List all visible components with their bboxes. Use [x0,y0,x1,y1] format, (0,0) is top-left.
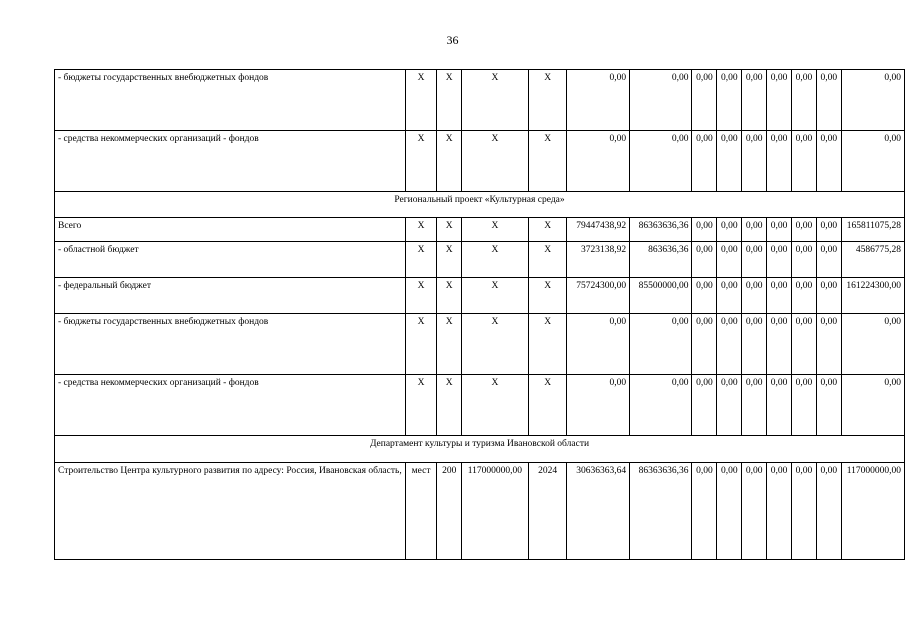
amount-cell-small: 0,00 [767,463,792,560]
table-row [55,218,905,242]
amount-cell-2: 0,00 [630,375,692,436]
amount-cell-2: 0,00 [630,70,692,131]
year-cell: 2024 [528,463,567,560]
row-label: - областной бюджет [55,242,406,278]
unit-cell: X [405,218,437,242]
table-row [55,375,905,436]
amount-cell-small: 0,00 [742,70,767,131]
amount-cell-small: 0,00 [767,278,792,314]
section-row [55,436,905,463]
amount-cell-small: 0,00 [692,131,717,192]
amount-cell-small: 0,00 [742,278,767,314]
table-row [55,242,905,278]
section-row [55,192,905,218]
cost-cell: X [462,242,529,278]
total-cell: 161224300,00 [841,278,904,314]
amount-cell-small: 0,00 [816,278,841,314]
amount-cell-small: 0,00 [692,463,717,560]
quantity-cell: X [437,314,462,375]
table-row [55,70,905,131]
amount-cell-small: 0,00 [717,242,742,278]
row-label: - средства некоммерческих организаций - фондов [55,131,406,192]
amount-cell-small: 0,00 [792,131,817,192]
unit-cell: X [405,314,437,375]
total-cell: 0,00 [841,375,904,436]
unit-cell: X [405,278,437,314]
table-row [55,278,905,314]
amount-cell-small: 0,00 [816,314,841,375]
amount-cell-small: 0,00 [717,131,742,192]
total-cell: 0,00 [841,314,904,375]
total-cell: 4586775,28 [841,242,904,278]
cost-cell: X [462,278,529,314]
amount-cell-2: 863636,36 [630,242,692,278]
quantity-cell: X [437,242,462,278]
amount-cell-small: 0,00 [767,375,792,436]
amount-cell-small: 0,00 [816,242,841,278]
amount-cell-2: 0,00 [630,131,692,192]
amount-cell-small: 0,00 [792,463,817,560]
row-label: - федеральный бюджет [55,278,406,314]
quantity-cell: X [437,218,462,242]
amount-cell-1: 79447438,92 [567,218,630,242]
amount-cell-small: 0,00 [792,242,817,278]
total-cell: 0,00 [841,70,904,131]
year-cell: X [528,218,567,242]
amount-cell-2: 86363636,36 [630,218,692,242]
amount-cell-1: 0,00 [567,131,630,192]
table-row [55,131,905,192]
amount-cell-small: 0,00 [717,278,742,314]
amount-cell-1: 0,00 [567,70,630,131]
amount-cell-small: 0,00 [717,375,742,436]
unit-cell: X [405,70,437,131]
amount-cell-small: 0,00 [816,218,841,242]
amount-cell-small: 0,00 [792,218,817,242]
amount-cell-small: 0,00 [767,314,792,375]
total-cell: 165811075,28 [841,218,904,242]
year-cell: X [528,375,567,436]
amount-cell-small: 0,00 [767,131,792,192]
year-cell: X [528,131,567,192]
section-title: Региональный проект «Культурная среда» [55,192,905,218]
page-number: 36 [446,33,459,47]
amount-cell-2: 0,00 [630,314,692,375]
amount-cell-small: 0,00 [742,218,767,242]
amount-cell-1: 75724300,00 [567,278,630,314]
amount-cell-small: 0,00 [742,463,767,560]
unit-cell: X [405,375,437,436]
amount-cell-1: 3723138,92 [567,242,630,278]
unit-cell: мест [405,463,437,560]
amount-cell-small: 0,00 [816,131,841,192]
amount-cell-small: 0,00 [717,70,742,131]
amount-cell-small: 0,00 [792,314,817,375]
section-title: Департамент культуры и туризма Ивановской области [55,436,905,463]
year-cell: X [528,278,567,314]
row-label: - бюджеты государственных внебюджетных фондов [55,314,406,375]
amount-cell-2: 85500000,00 [630,278,692,314]
amount-cell-1: 0,00 [567,314,630,375]
cost-cell: X [462,375,529,436]
year-cell: X [528,242,567,278]
quantity-cell: X [437,278,462,314]
cost-cell: X [462,218,529,242]
total-cell: 117000000,00 [841,463,904,560]
amount-cell-small: 0,00 [742,375,767,436]
quantity-cell: X [437,375,462,436]
quantity-cell: 200 [437,463,462,560]
amount-cell-small: 0,00 [692,375,717,436]
year-cell: X [528,70,567,131]
amount-cell-small: 0,00 [742,314,767,375]
total-cell: 0,00 [841,131,904,192]
unit-cell: X [405,131,437,192]
amount-cell-small: 0,00 [792,278,817,314]
row-label: - бюджеты государственных внебюджетных фондов [55,70,406,131]
amount-cell-small: 0,00 [692,314,717,375]
unit-cell: X [405,242,437,278]
amount-cell-small: 0,00 [717,218,742,242]
table-row [55,314,905,375]
amount-cell-small: 0,00 [816,463,841,560]
cost-cell: X [462,70,529,131]
amount-cell-small: 0,00 [767,218,792,242]
amount-cell-1: 0,00 [567,375,630,436]
amount-cell-small: 0,00 [692,242,717,278]
quantity-cell: X [437,70,462,131]
amount-cell-small: 0,00 [816,375,841,436]
row-label: Строительство Центра культурного развития по адресу: Россия, Ивановская область, [55,463,406,560]
amount-cell-small: 0,00 [767,70,792,131]
year-cell: X [528,314,567,375]
table-row [55,463,905,560]
cost-cell: 117000000,00 [462,463,529,560]
cost-cell: X [462,131,529,192]
row-label: - средства некоммерческих организаций - фондов [55,375,406,436]
amount-cell-small: 0,00 [692,278,717,314]
amount-cell-small: 0,00 [692,70,717,131]
budget-table [54,69,905,560]
amount-cell-small: 0,00 [692,218,717,242]
row-label: Всего [55,218,406,242]
amount-cell-2: 86363636,36 [630,463,692,560]
amount-cell-small: 0,00 [742,242,767,278]
amount-cell-1: 30636363,64 [567,463,630,560]
amount-cell-small: 0,00 [717,463,742,560]
quantity-cell: X [437,131,462,192]
amount-cell-small: 0,00 [816,70,841,131]
amount-cell-small: 0,00 [767,242,792,278]
amount-cell-small: 0,00 [792,70,817,131]
table-body [55,70,905,560]
cost-cell: X [462,314,529,375]
amount-cell-small: 0,00 [717,314,742,375]
amount-cell-small: 0,00 [742,131,767,192]
amount-cell-small: 0,00 [792,375,817,436]
